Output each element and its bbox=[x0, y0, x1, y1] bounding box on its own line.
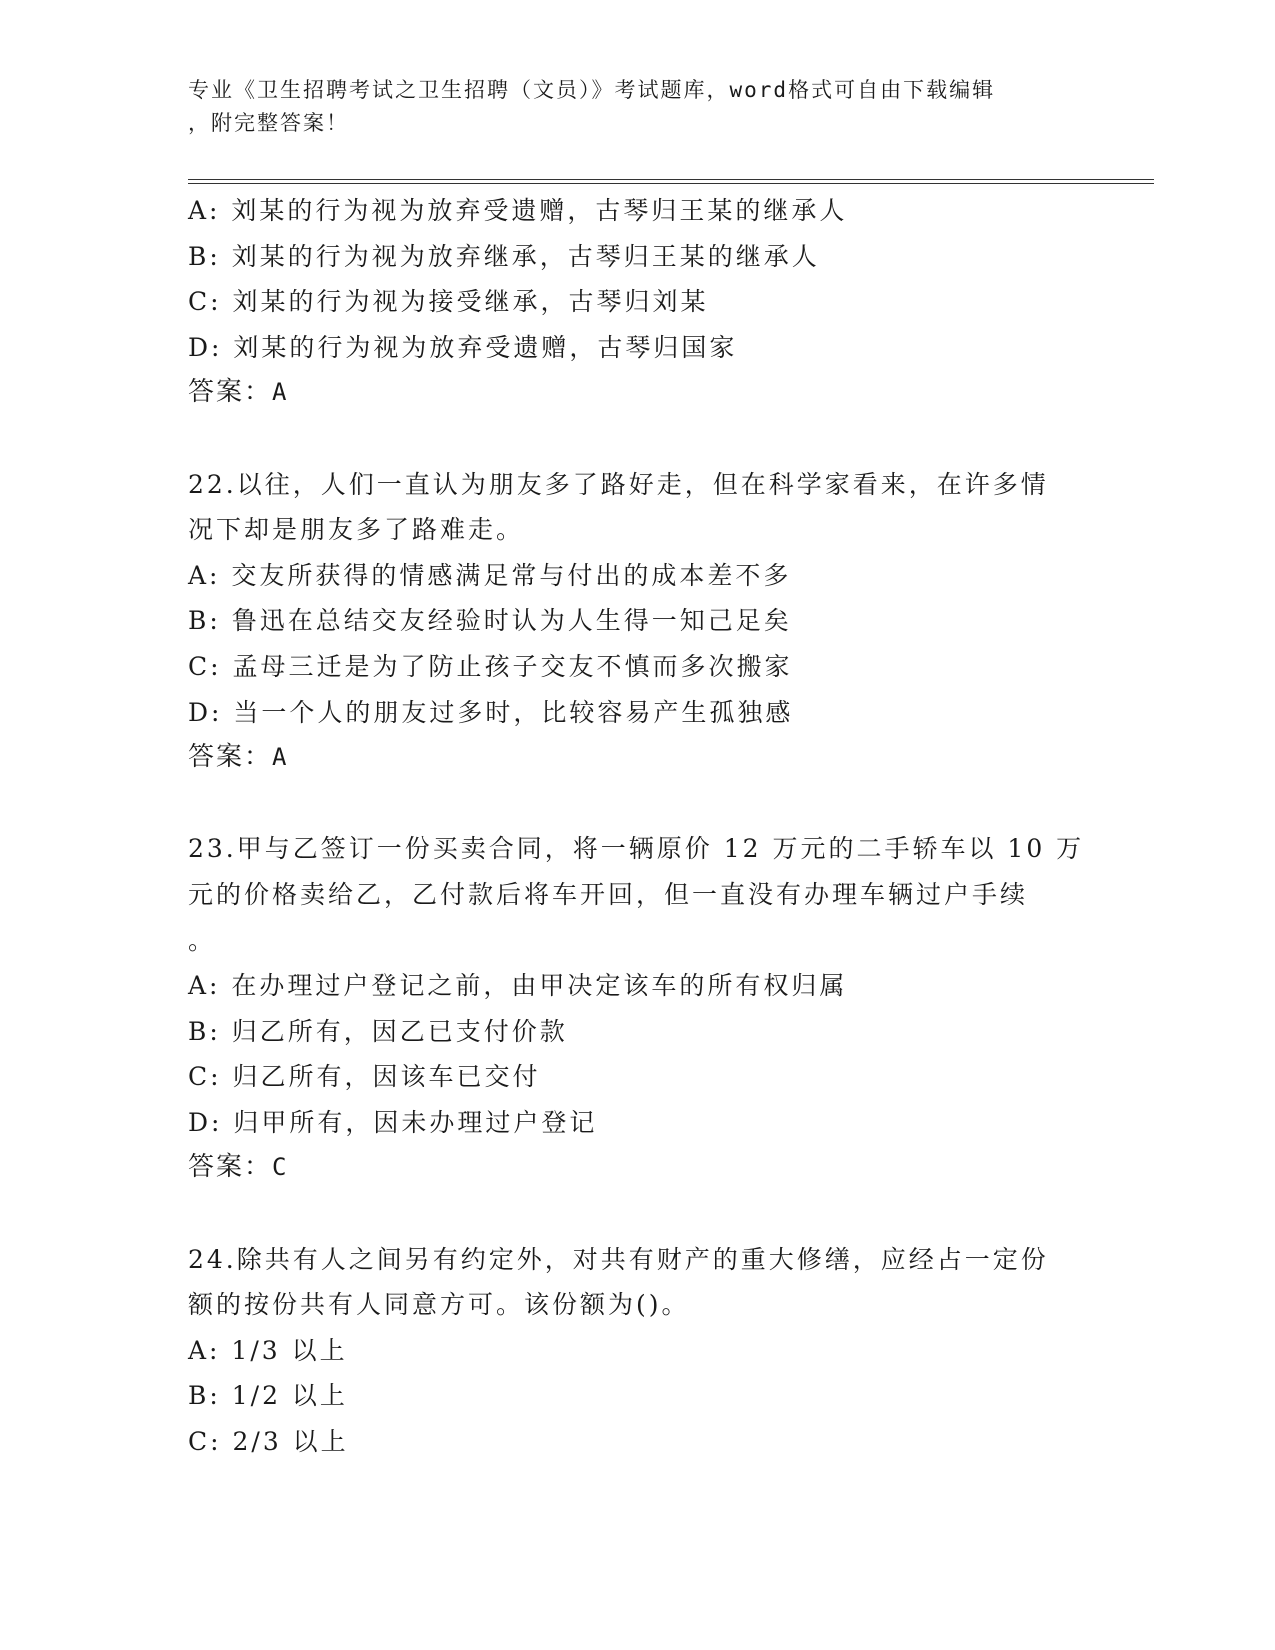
question-stem-line: 23.甲与乙签订一份买卖合同，将一辆原价 12 万元的二手轿车以 10 万 bbox=[188, 834, 1085, 864]
option-d: D: 归甲所有，因未办理过户登记 bbox=[188, 1107, 598, 1137]
question-stem-line: 。 bbox=[188, 925, 217, 955]
spacer bbox=[188, 1191, 1088, 1237]
answer-value: A bbox=[272, 743, 289, 772]
option-d: D: 当一个人的朋友过多时，比较容易产生孤独感 bbox=[188, 697, 794, 727]
answer-line bbox=[188, 370, 1088, 416]
option-a: A: 刘某的行为视为放弃受遗赠，古琴归王某的继承人 bbox=[188, 196, 848, 225]
option-c: C: 孟母三迁是为了防止孩子交友不慎而多次搬家 bbox=[188, 651, 793, 681]
question-21 bbox=[188, 188, 1088, 416]
document-header bbox=[188, 74, 1068, 140]
question-24 bbox=[188, 1237, 1088, 1465]
option-c: C: 2/3 以上 bbox=[188, 1427, 349, 1457]
answer-value: A bbox=[272, 378, 289, 407]
answer-value: C bbox=[272, 1153, 289, 1182]
header-divider-bottom bbox=[188, 183, 1154, 184]
option-b: B: 刘某的行为视为放弃继承，古琴归王某的继承人 bbox=[188, 241, 820, 271]
question-22 bbox=[188, 462, 1088, 781]
option-a: A: 交友所获得的情感满足常与付出的成本差不多 bbox=[188, 560, 792, 590]
option-a: A: 1/3 以上 bbox=[188, 1335, 348, 1365]
option-b: B: 1/2 以上 bbox=[188, 1381, 348, 1411]
option-c: C: 归乙所有，因该车已交付 bbox=[188, 1062, 541, 1092]
question-stem-line: 况下却是朋友多了路难走。 bbox=[188, 515, 525, 545]
answer-label: 答案： bbox=[188, 1152, 273, 1183]
header-line-1: 专业《卫生招聘考试之卫生招聘（文员）》考试题库，word格式可自由下载编辑 bbox=[188, 78, 996, 102]
question-stem-line: 24.除共有人之间另有约定外，对共有财产的重大修缮，应经占一定份 bbox=[188, 1244, 1049, 1274]
answer-label: 答案： bbox=[188, 377, 273, 408]
answer-label: 答案： bbox=[188, 742, 273, 773]
spacer bbox=[188, 416, 1088, 462]
answer-line bbox=[188, 1145, 1088, 1191]
question-23 bbox=[188, 826, 1088, 1191]
question-list bbox=[188, 188, 1088, 1465]
option-c: C: 刘某的行为视为接受继承，古琴归刘某 bbox=[188, 287, 709, 317]
answer-line bbox=[188, 735, 1088, 781]
option-d: D: 刘某的行为视为放弃受遗赠，古琴归国家 bbox=[188, 332, 738, 362]
question-stem-line: 额的按份共有人同意方可。该份额为()。 bbox=[188, 1290, 690, 1320]
spacer bbox=[188, 781, 1088, 827]
option-a: A: 在办理过户登记之前，由甲决定该车的所有权归属 bbox=[188, 971, 848, 1001]
option-b: B: 归乙所有，因乙已支付价款 bbox=[188, 1016, 568, 1046]
option-b: B: 鲁迅在总结交友经验时认为人生得一知己足矣 bbox=[188, 606, 792, 636]
question-stem-line: 元的价格卖给乙，乙付款后将车开回，但一直没有办理车辆过户手续 bbox=[188, 879, 1029, 909]
header-divider-top bbox=[188, 179, 1154, 180]
question-stem-line: 22.以往，人们一直认为朋友多了路好走，但在科学家看来，在许多情 bbox=[188, 469, 1049, 499]
header-line-2: ，附完整答案！ bbox=[188, 111, 349, 135]
